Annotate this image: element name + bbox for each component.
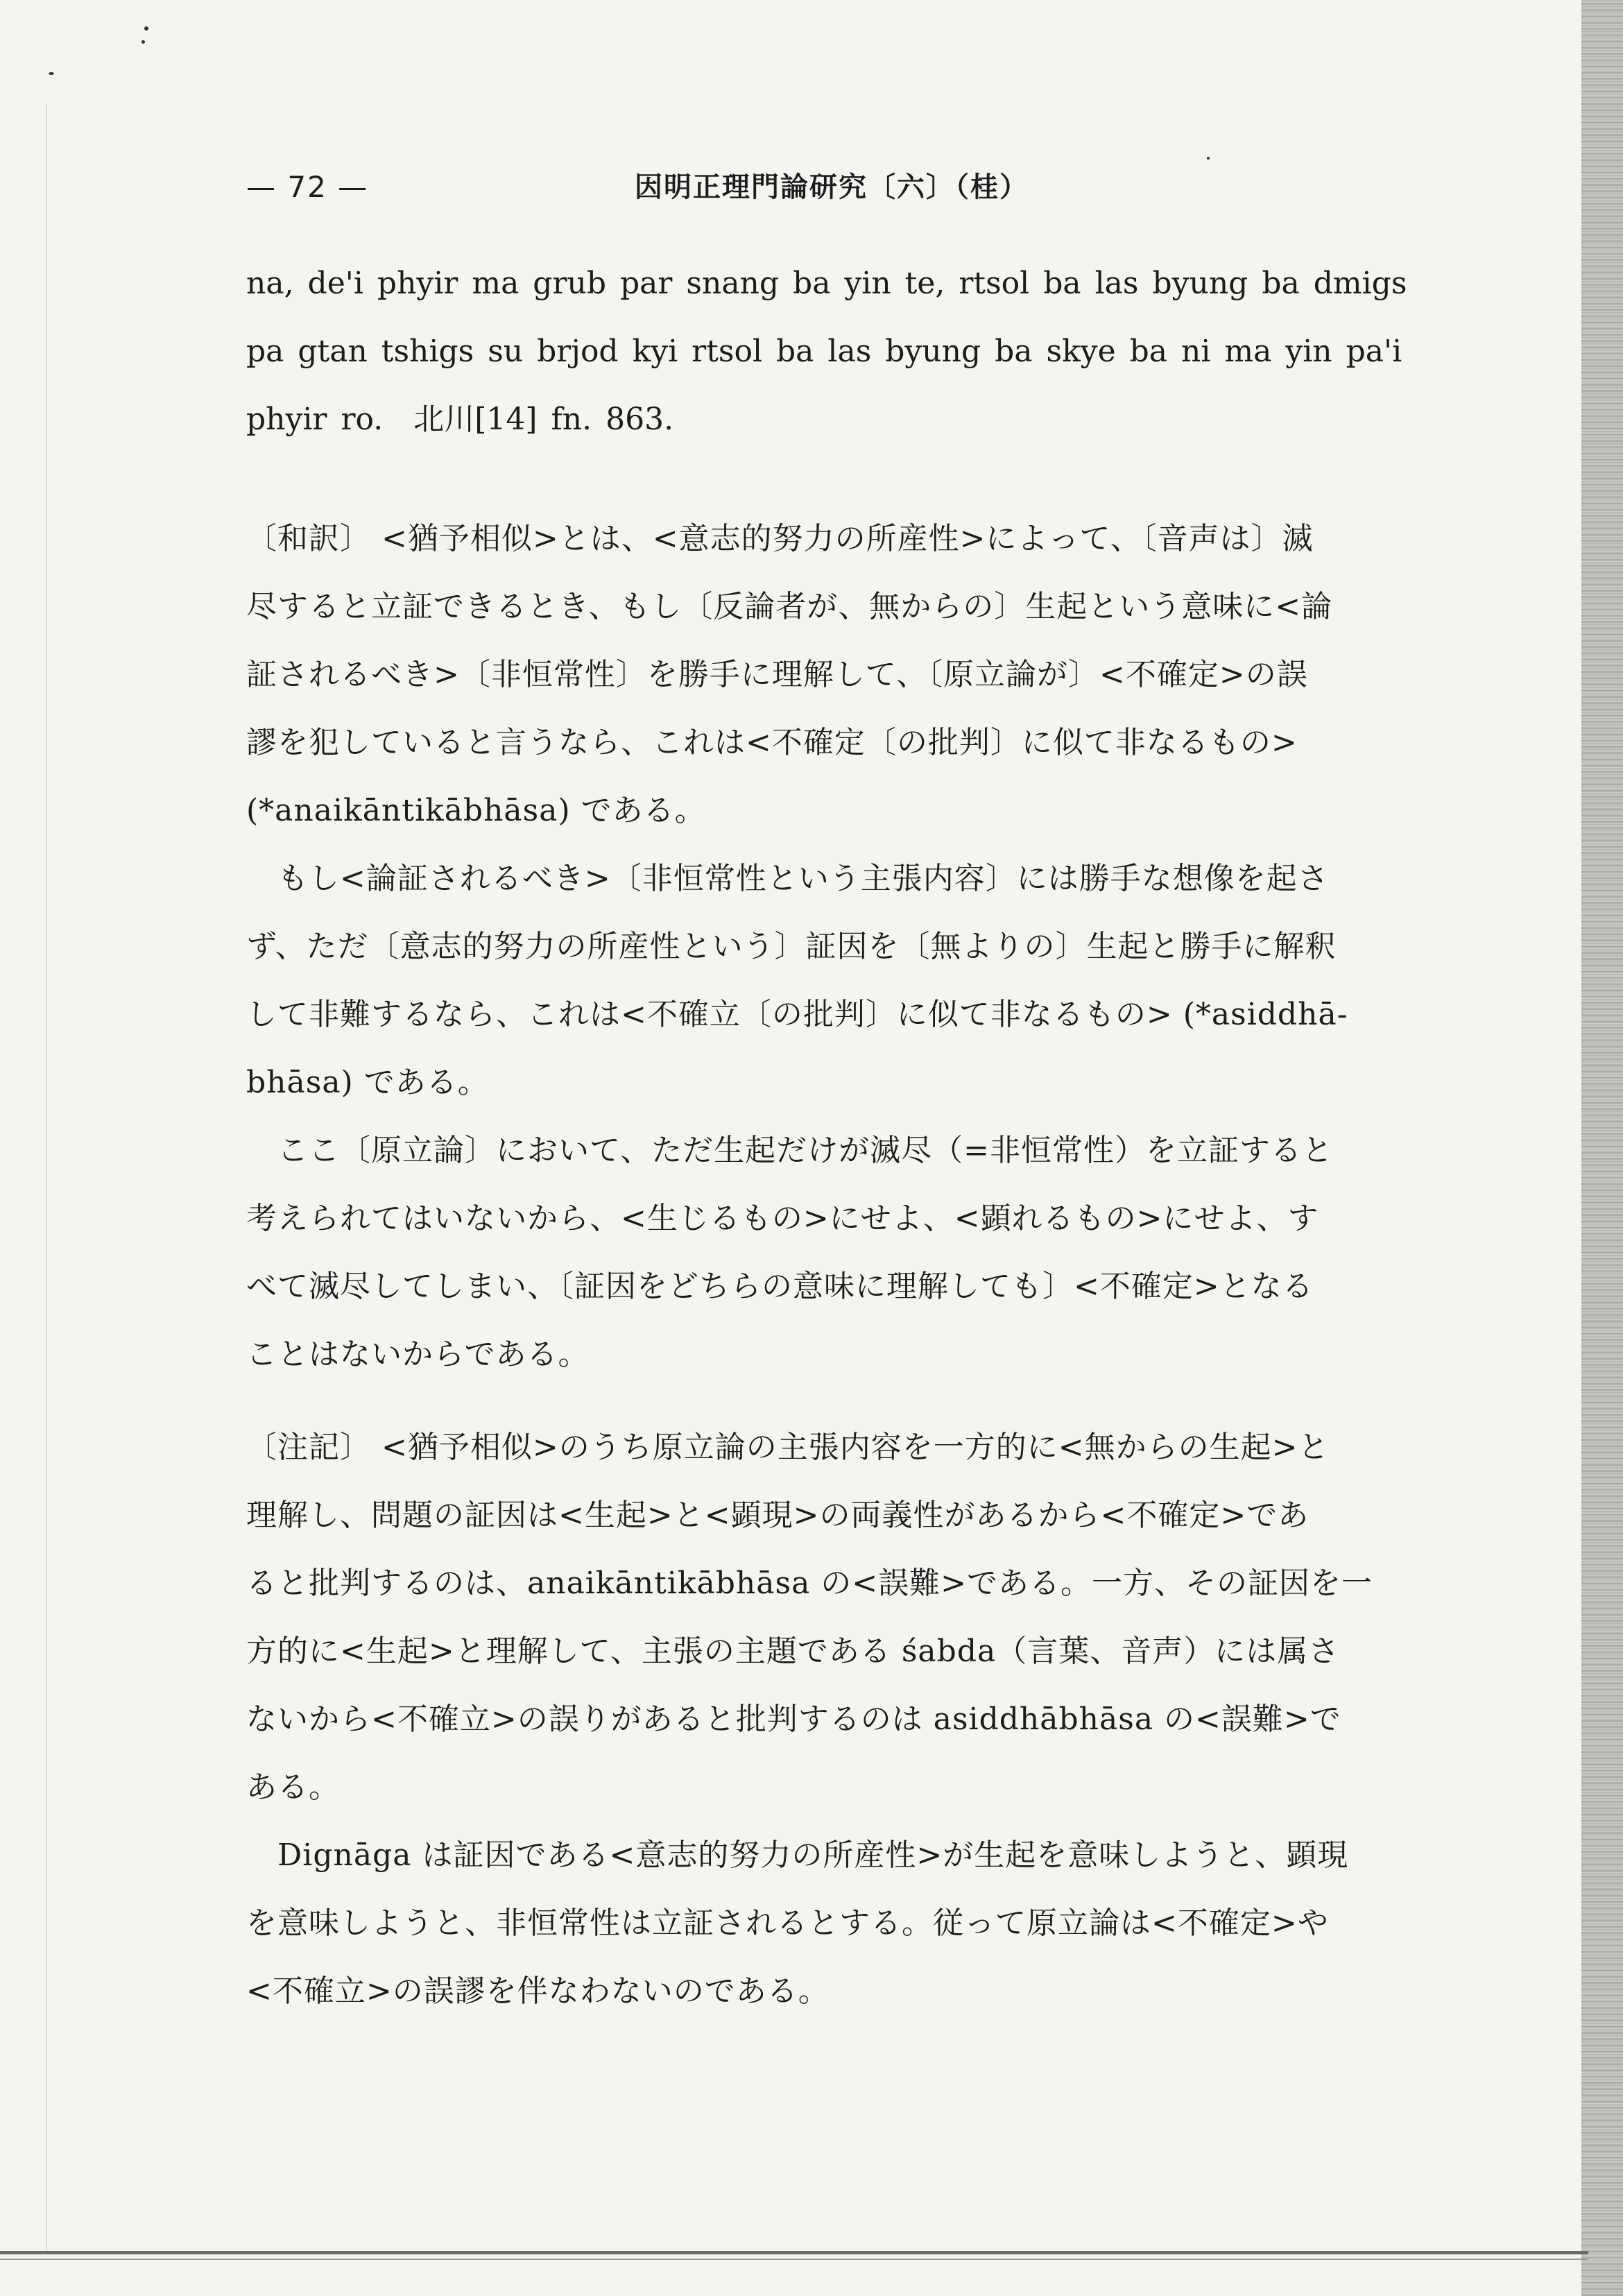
text-line: ると批判するのは、anaikāntikābhāsa の<誤難>である。一方、その証因を一: [246, 1566, 1373, 1601]
text-line: ある。: [246, 1770, 340, 1805]
text-line: して非難するなら、これは<不確立〔の批判〕に似て非なるもの> (*asiddhā-: [246, 997, 1348, 1032]
tibetan-line: na, de'i phyir ma grub par snang ba yin te, rtsol ba las byung ba dmigs: [246, 266, 1407, 301]
notes-paragraph-1: [246, 1414, 1446, 1822]
translation-paragraph-3: [246, 1117, 1446, 1389]
tibetan-line: phyir ro. 北川[14] fn. 863.: [246, 402, 674, 437]
page-number: — 72 —: [246, 170, 369, 204]
text-line: 〔注記〕 <猶予相似>のうち原立論の主張内容を一方的に<無からの生起>と: [246, 1430, 1330, 1465]
tibetan-line: pa gtan tshigs su brjod kyi rtsol ba las byung ba skye ba ni ma yin pa'i: [246, 334, 1402, 369]
text-line: ず、ただ〔意志的努力の所産性という〕証因を〔無よりの〕生起と勝手に解釈: [246, 929, 1337, 964]
text-line: ここ〔原立論〕において、ただ生起だけが滅尽（=非恒常性）を立証すると: [246, 1133, 1333, 1168]
scan-speck: [141, 40, 145, 44]
text-line: ないから<不確立>の誤りがあると批判するのは asiddhābhāsa の<誤難>で: [246, 1702, 1341, 1737]
scan-speck: [49, 72, 54, 75]
text-line: べて滅尽してしまい、〔証因をどちらの意味に理解しても〕<不確定>となる: [246, 1269, 1314, 1304]
text-line: を意味しようと、非恒常性は立証されるとする。従って原立論は<不確定>や: [246, 1905, 1329, 1941]
text-line: bhāsa) である。: [246, 1065, 489, 1100]
scan-edge-shading: [1581, 0, 1623, 2296]
translation-paragraph-1: [246, 505, 1446, 845]
scan-speck: [1207, 157, 1210, 160]
notes-paragraph-2: [246, 1822, 1446, 2025]
text-line: 尽すると立証できるとき、もし〔反論者が、無からの〕生起という意味に<論: [246, 589, 1333, 624]
page-header: [246, 166, 1446, 208]
scan-speck: [144, 26, 148, 31]
text-line: ことはないからである。: [246, 1337, 590, 1372]
text-line: もし<論証されるべき>〔非恒常性という主張内容〕には勝手な想像を起さ: [246, 861, 1329, 896]
text-line: 理解し、問題の証因は<生起>と<顕現>の両義性があるから<不確定>であ: [246, 1498, 1309, 1533]
text-line: (*anaikāntikābhāsa) である。: [246, 793, 706, 828]
text-line: Dignāga は証因である<意志的努力の所産性>が生起を意味しようと、顕現: [246, 1837, 1349, 1873]
text-line: 証されるべき>〔非恒常性〕を勝手に理解して、〔原立論が〕<不確定>の誤: [246, 657, 1308, 692]
translation-section: [246, 505, 1446, 1389]
bottom-scan-rule-thin: [0, 2259, 1588, 2260]
text-line: <不確立>の誤謬を伴なわないのである。: [246, 1973, 830, 2009]
tibetan-passage: [246, 250, 1446, 454]
text-line: 〔和訳〕 <猶予相似>とは、<意志的努力の所産性>によって、〔音声は〕滅: [246, 521, 1314, 556]
text-line: 方的に<生起>と理解して、主張の主題である śabda（言葉、音声）には属さ: [246, 1634, 1340, 1669]
notes-section: [246, 1414, 1446, 2025]
scan-margin-line: [46, 104, 47, 2254]
text-line: 考えられてはいないから、<生じるもの>にせよ、<顕れるもの>にせよ、す: [246, 1201, 1319, 1236]
running-title: 因明正理門論研究〔六〕（桂）: [635, 171, 1029, 203]
bottom-scan-rule: [0, 2251, 1588, 2254]
text-line: 謬を犯していると言うなら、これは<不確定〔の批判〕に似て非なるもの>: [246, 725, 1298, 760]
translation-paragraph-2: [246, 845, 1446, 1117]
